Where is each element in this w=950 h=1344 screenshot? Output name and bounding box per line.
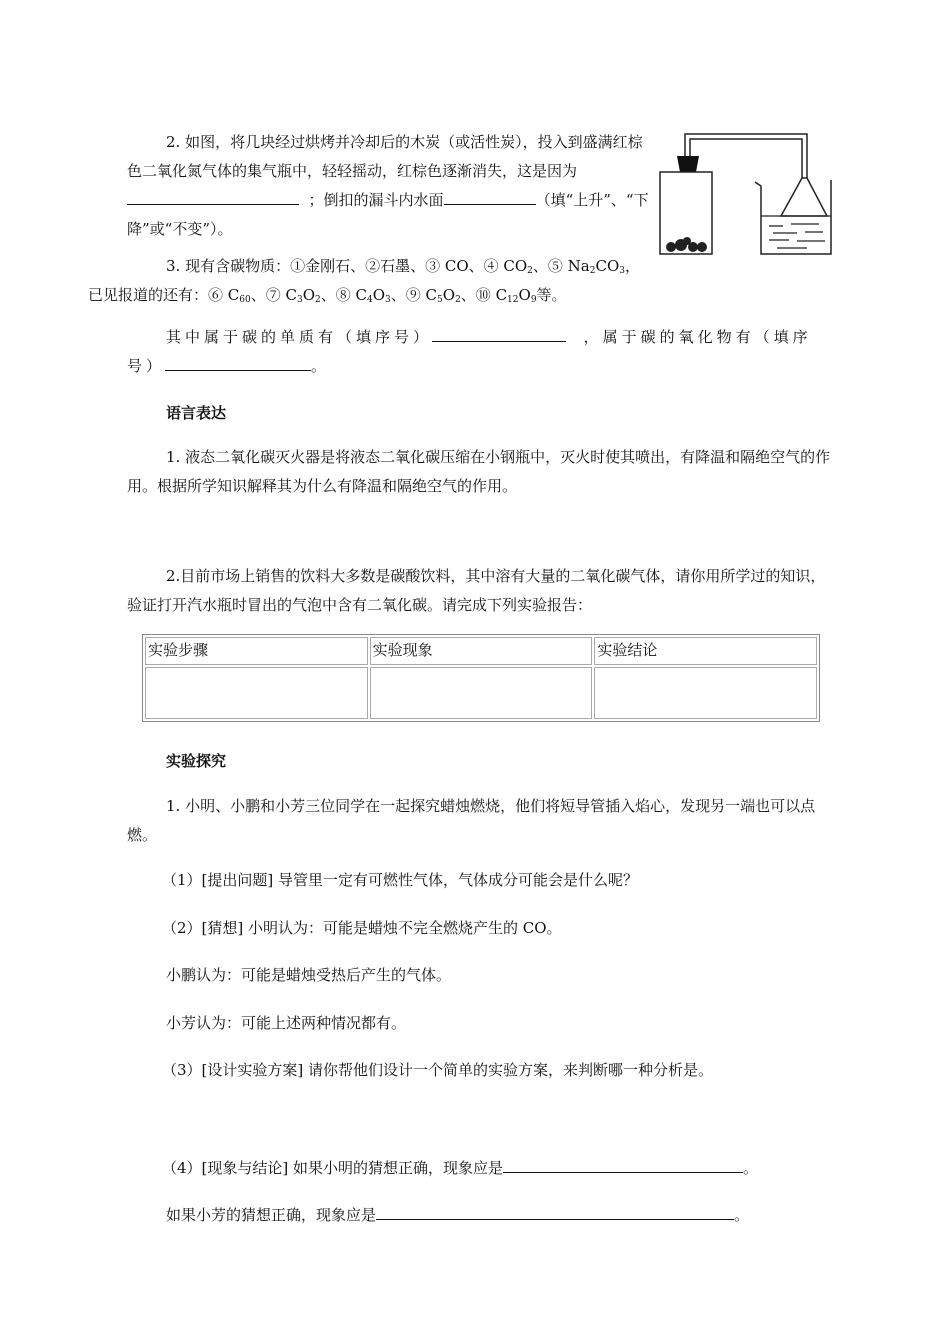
t: O <box>442 286 456 304</box>
sub: 12 <box>507 295 519 305</box>
table-cell-input[interactable] <box>370 667 593 719</box>
exp-step-1: （1）[提出问题] 导管里一定有可燃性气体，气体成分可能会是什么呢？ <box>162 871 639 889</box>
q2-answer-blank-1[interactable] <box>127 187 299 205</box>
section-heading-language: 语言表达 <box>166 404 227 422</box>
t: 、⑦ C <box>250 286 297 304</box>
lang-question-2: 2.目前市场上销售的饮料大多数是碳酸饮料，其中溶有大量的二氧化碳气体，请你用所学过的知识，验证打开汽水瓶时冒出的气泡中含有二氧化碳。请完成下列实验报告： <box>127 567 826 614</box>
exp-answer-blank-1[interactable] <box>503 1155 743 1173</box>
exp-question-1: 1. 小明、小鹏和小芳三位同学在一起探究蜡烛燃烧，他们将短导管插入焰心，发现另一端也可以点燃。 <box>127 797 816 844</box>
water-lines <box>769 224 825 248</box>
exp-step-4 <box>162 1155 758 1178</box>
exp-step-4-text: （4）[现象与结论] 如果小明的猜想正确，现象应是 <box>162 1159 504 1177</box>
charcoal-pieces <box>666 237 707 252</box>
table-cell-input[interactable] <box>594 667 817 719</box>
q3-answer-blank-2[interactable] <box>165 353 311 371</box>
lang-question-1: 1. 液态二氧化碳灭火器是将液态二氧化碳压缩在小钢瓶中，灭火时使其喷出，有降温和隔绝空气的作用。根据所学知识解释其为什么有降温和隔绝空气的作用。 <box>127 448 831 495</box>
period: 。 <box>743 1159 759 1177</box>
exp-answer-blank-2[interactable] <box>376 1202 734 1220</box>
q2-text-3: （填“上升”、“下降”或“不变”）。 <box>127 191 649 238</box>
q3-question-b: ，属于碳的氧化物有（填序号） <box>127 328 812 375</box>
sub: 2 <box>527 266 533 276</box>
q3-question-c: 。 <box>311 357 331 375</box>
section-heading-experiment: 实验探究 <box>166 752 227 770</box>
sub: 2 <box>455 295 461 305</box>
t: O <box>518 286 531 304</box>
table-row <box>145 667 817 719</box>
inverted-funnel <box>781 178 827 216</box>
stopper <box>677 156 699 172</box>
exp-guess-xiaopeng: 小鹏认为：可能是蜡烛受热后产生的气体。 <box>166 966 452 984</box>
t: O <box>372 286 386 304</box>
sub: 2 <box>315 295 321 305</box>
exp-step-5 <box>166 1202 749 1225</box>
experiment-report-table <box>142 634 820 722</box>
q2-text: 2. 如图，将几块经过烘烤并冷却后的木炭（或活性炭），投入到盛满红棕色二氧化氮气体的集气瓶中，轻轻摇动，红棕色逐渐消失，这是因为 <box>127 133 643 180</box>
t: 、⑧ C <box>320 286 367 304</box>
t: 、⑨ C <box>390 286 438 304</box>
q3-line1c: CO <box>595 257 620 275</box>
t: 、⑩ C <box>460 286 508 304</box>
t: O <box>302 286 315 304</box>
q2-answer-blank-2[interactable] <box>444 187 536 205</box>
q3-paragraph <box>88 252 649 310</box>
sub: 3 <box>296 295 303 305</box>
q2-text-2: ；倒扣的漏斗内水面 <box>308 191 444 209</box>
sub: 5 <box>437 295 443 305</box>
q3-question-a: 其中属于碳的单质有（填序号） <box>166 328 433 346</box>
table-cell-input[interactable] <box>145 667 368 719</box>
q3-question <box>127 323 839 381</box>
sub: 3 <box>619 266 625 276</box>
table-header-cell: 实验步骤 <box>145 637 368 665</box>
exp-step-5-text: 如果小芳的猜想正确，现象应是 <box>166 1206 377 1224</box>
apparatus-figure <box>657 128 833 258</box>
q3-line1d: ， <box>625 257 641 275</box>
exp-guess-xiaofang: 小芳认为：可能上述两种情况都有。 <box>166 1014 407 1032</box>
period: 。 <box>734 1206 750 1224</box>
q2-paragraph <box>127 128 649 244</box>
sub: 4 <box>366 295 373 305</box>
sub: 60 <box>239 295 251 305</box>
t: 等。 <box>536 286 567 304</box>
q3-line1: 3. 现有含碳物质：①金刚石、②石墨、③ CO、④ CO <box>166 257 528 275</box>
exp-step-3: （3）[设计实验方案] 请你帮他们设计一个简单的实验方案，来判断哪一种分析是。 <box>162 1061 714 1079</box>
q3-line1b: 、⑤ Na <box>532 257 590 275</box>
q3-answer-blank-1[interactable] <box>432 324 566 342</box>
sub: 3 <box>385 295 391 305</box>
sub: 2 <box>589 266 596 276</box>
beaker <box>755 180 831 254</box>
table-header-cell: 实验现象 <box>370 637 593 665</box>
table-header-row <box>145 637 817 665</box>
sub: 9 <box>530 295 537 305</box>
table-header-cell: 实验结论 <box>594 637 817 665</box>
q3-line2: 已见报道的还有：⑥ C <box>88 286 240 304</box>
exp-step-2: （2）[猜想] 小明认为：可能是蜡烛不完全燃烧产生的 CO。 <box>162 919 562 937</box>
